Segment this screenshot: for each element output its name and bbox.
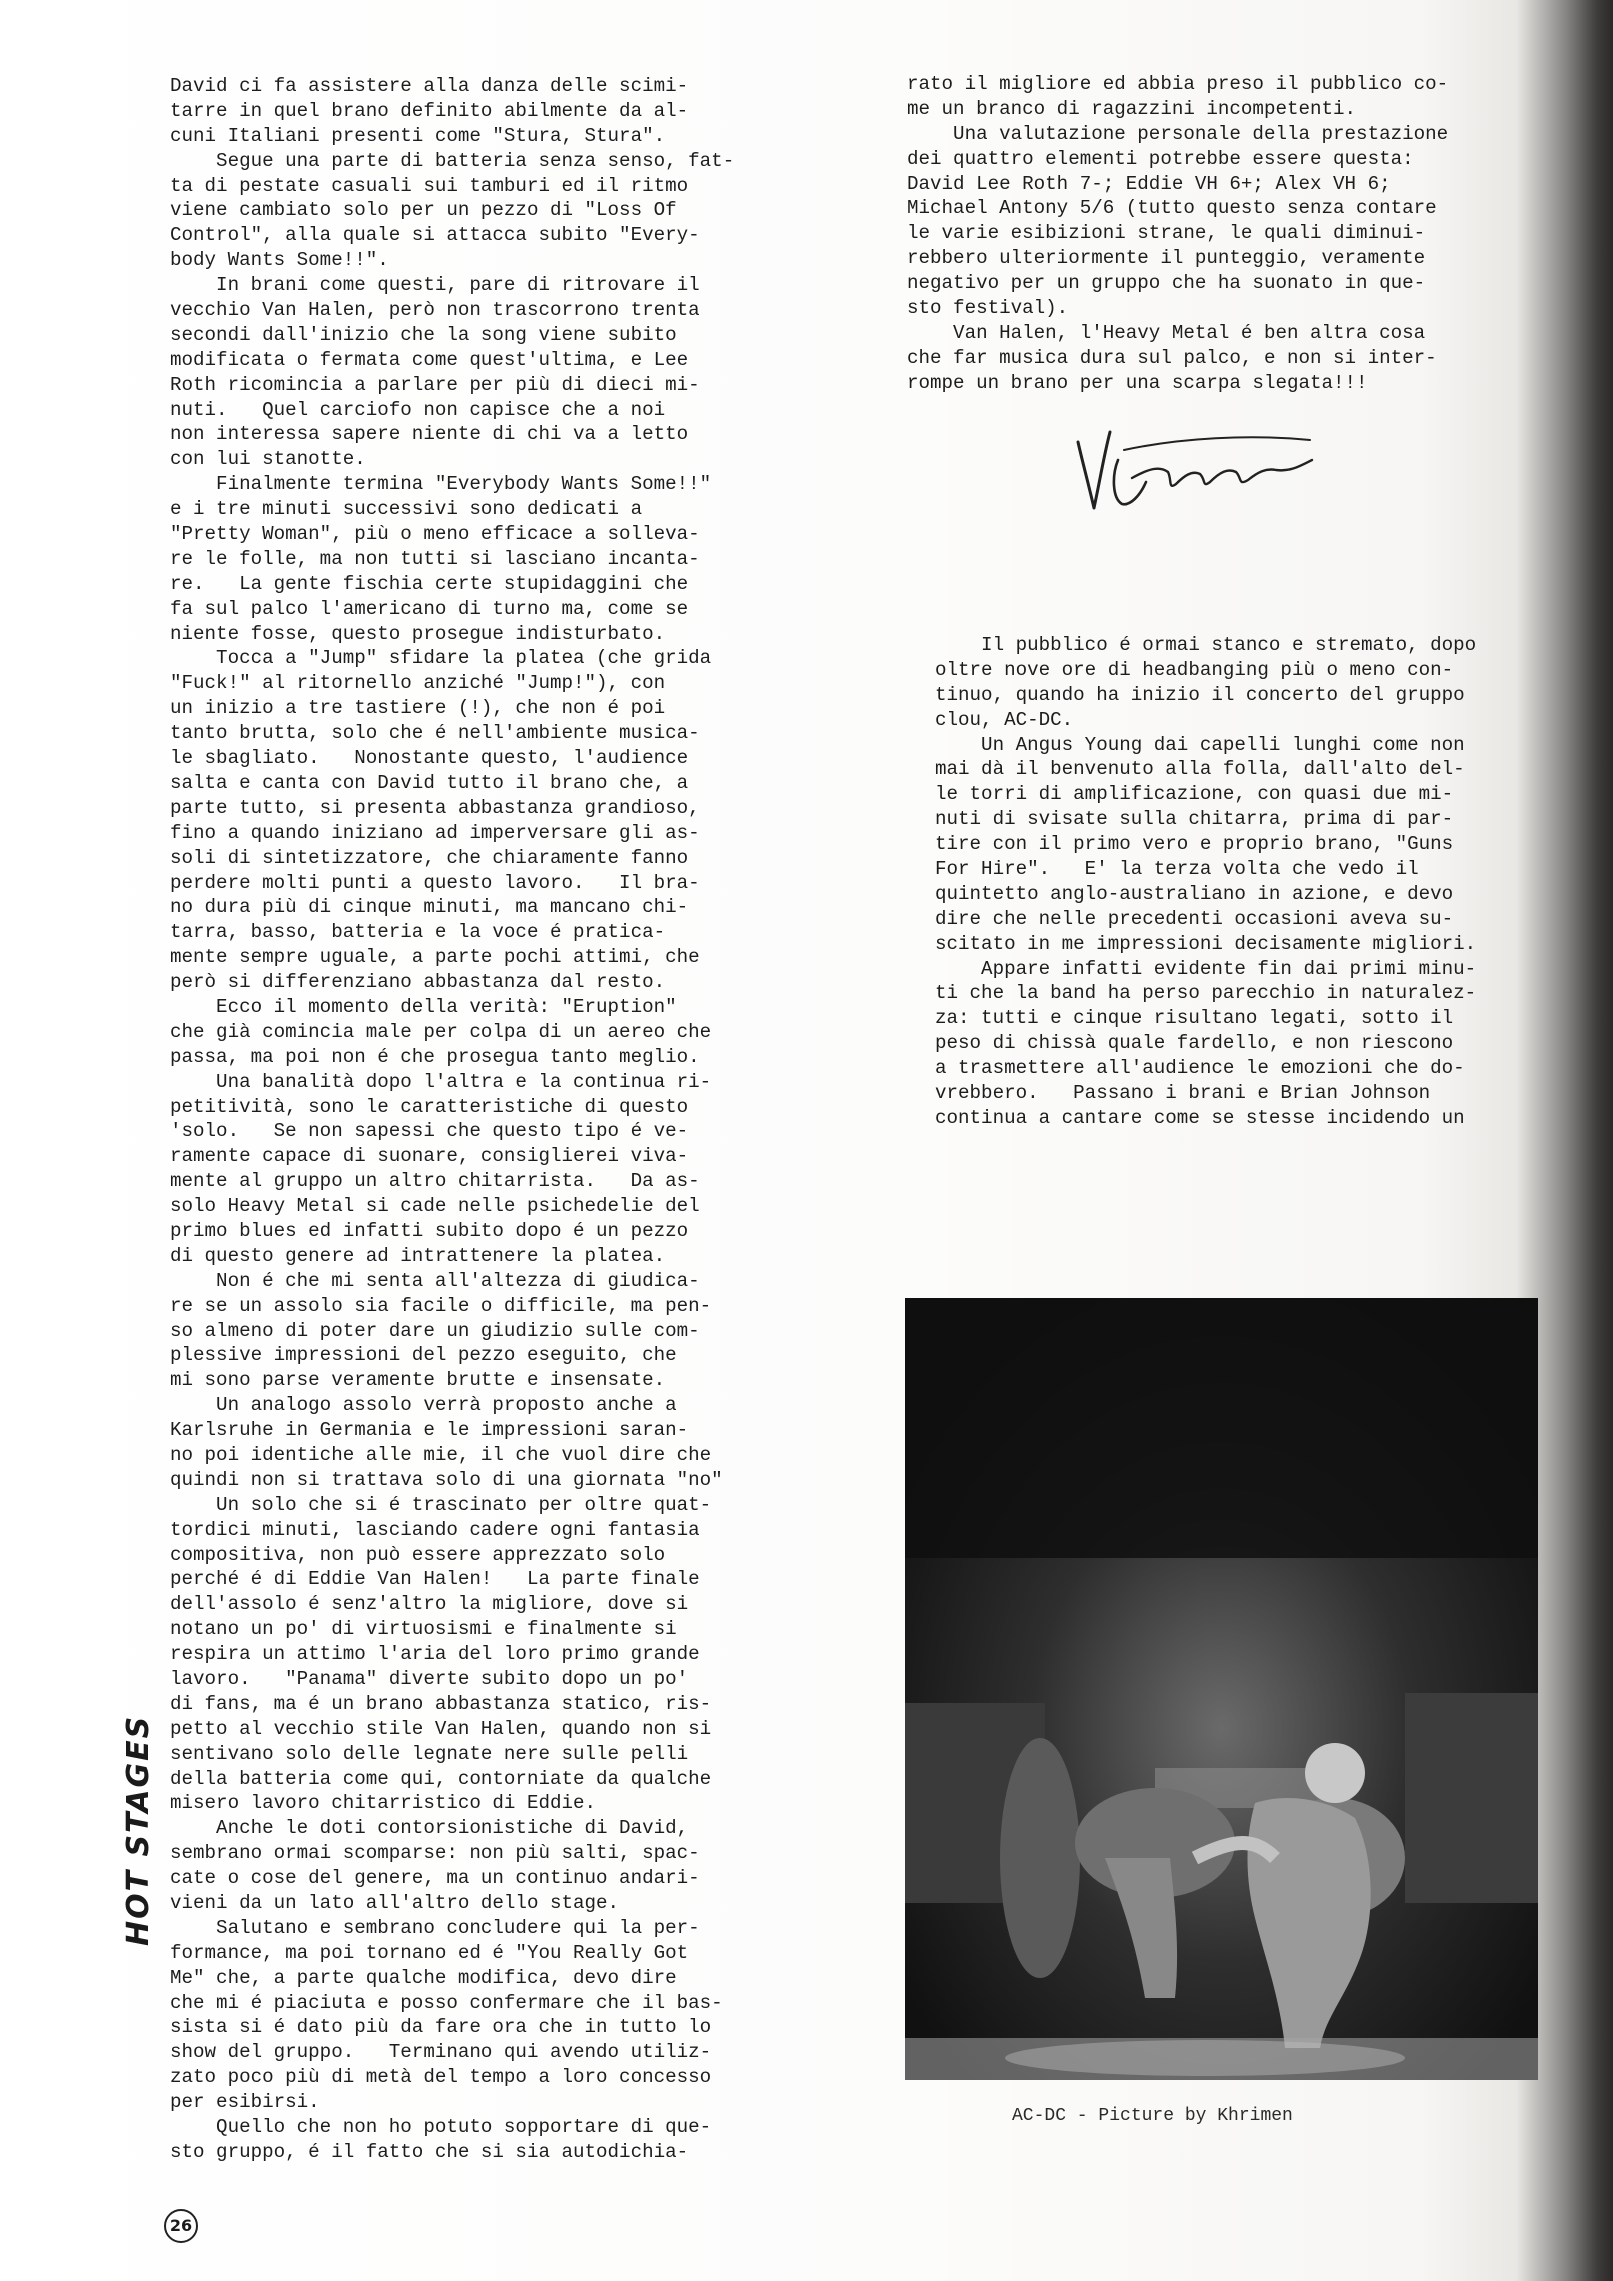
text-line: salta e canta con David tutto il brano che, a	[170, 771, 689, 794]
text-line: rato il migliore ed abbia preso il pubblico co-	[907, 73, 1449, 95]
text-line: di fans, ma é un brano abbastanza statico, ris-	[170, 1692, 712, 1715]
text-line: perdere molti punti a questo lavoro. Il bra-	[170, 871, 700, 894]
text-line: Karlsruhe in Germania e le impressioni saran-	[170, 1419, 689, 1442]
text-line: tire con il primo vero e proprio brano, "Guns	[935, 833, 1454, 856]
text-line: ramente capace di suonare, consiglierei viva-	[170, 1145, 689, 1168]
text-line: negativo per un gruppo che ha suonato in que-	[907, 272, 1426, 295]
text-line: clou, AC-DC.	[935, 708, 1074, 731]
text-line: zato poco più di metà del tempo a loro concesso	[170, 2066, 712, 2089]
text-line: Quello che non ho potuto sopportare di que-	[170, 2116, 712, 2139]
text-line: sto festival).	[907, 297, 1069, 320]
text-line: Una valutazione personale della prestazione	[907, 122, 1449, 145]
text-line: 'solo. Se non sapessi che questo tipo é ve-	[170, 1120, 689, 1143]
text-line: Ecco il momento della verità: "Eruption"	[170, 995, 677, 1018]
page-number: 26	[164, 2209, 198, 2243]
text-line: Control", alla quale si attacca subito "Every-	[170, 224, 700, 247]
text-line: con lui stanotte.	[170, 448, 366, 471]
concert-photo	[905, 1298, 1538, 2080]
text-line: me un branco di ragazzini incompetenti.	[907, 97, 1357, 120]
text-line: compositiva, non può essere apprezzato solo	[170, 1543, 666, 1566]
text-line: tarre in quel brano definito abilmente da al-	[170, 99, 689, 122]
text-line: no poi identiche alle mie, il che vuol dire che	[170, 1443, 712, 1466]
text-line: ta di pestate casuali sui tamburi ed il ritmo	[170, 174, 689, 197]
text-line: tanto brutta, solo che é nell'ambiente musica-	[170, 722, 700, 745]
author-signature	[1060, 420, 1320, 515]
text-line: della batteria come qui, contorniate da qualche	[170, 1767, 712, 1790]
text-line: Roth ricomincia a parlare per più di dieci mi-	[170, 373, 700, 396]
left-text-column	[170, 74, 810, 2165]
text-line: che mi é piaciuta e posso confermare che il bas-	[170, 1991, 723, 2014]
text-line: Il pubblico é ormai stanco e stremato, dopo	[935, 634, 1477, 656]
text-line: oltre nove ore di headbanging più o meno con-	[935, 658, 1454, 681]
text-line: re le folle, ma non tutti si lasciano incanta-	[170, 547, 700, 570]
text-line: vecchio Van Halen, però non trascorrono trenta	[170, 299, 700, 322]
text-line: che già comincia male per colpa di un aereo che	[170, 1020, 712, 1043]
text-line: tinuo, quando ha inizio il concerto del gruppo	[935, 683, 1465, 706]
text-line: parte tutto, si presenta abbastanza grandioso,	[170, 796, 700, 819]
text-line: Tocca a "Jump" sfidare la platea (che grida	[170, 647, 712, 670]
text-line: sista si é dato più da fare ora che in tutto lo	[170, 2016, 712, 2039]
text-line: sentivano solo delle legnate nere sulle pelli	[170, 1742, 689, 1765]
text-line: però si differenziano abbastanza dal resto.	[170, 971, 666, 994]
text-line: sto gruppo, é il fatto che si sia autodichia-	[170, 2140, 689, 2163]
text-line: Una banalità dopo l'altra e la continua ri-	[170, 1070, 712, 1093]
text-line: un inizio a tre tastiere (!), che non é poi	[170, 697, 666, 720]
text-line: mente al gruppo un altro chitarrista. Da as-	[170, 1170, 700, 1193]
text-line: modificata o fermata come quest'ultima, e Lee	[170, 348, 689, 371]
text-line: le varie esibizioni strane, le quali diminui-	[907, 222, 1426, 245]
text-line: sembrano ormai scomparse: non più salti, spac-	[170, 1842, 700, 1865]
text-line: Finalmente termina "Everybody Wants Some!!"	[170, 473, 712, 496]
text-line: fino a quando iniziano ad imperversare gli as-	[170, 821, 700, 844]
text-line: tarra, basso, batteria e la voce é pratica-	[170, 921, 666, 944]
text-line: notano un po' di virtuosismi e finalmente si	[170, 1618, 677, 1641]
text-line: petto al vecchio stile Van Halen, quando non si	[170, 1717, 712, 1740]
text-line: primo blues ed infatti subito dopo é un pezzo	[170, 1219, 689, 1242]
text-line: che far musica dura sul palco, e non si inter-	[907, 346, 1437, 369]
photo-caption: AC-DC - Picture by Khrimen	[1012, 2106, 1293, 2126]
text-line: per esibirsi.	[170, 2091, 320, 2114]
text-line: mi sono parse veramente brutte e insensate.	[170, 1369, 666, 1392]
text-line: fa sul palco l'americano di turno ma, come se	[170, 597, 689, 620]
text-line: lavoro. "Panama" diverte subito dopo un po'	[170, 1668, 689, 1690]
text-line: Un Angus Young dai capelli lunghi come non	[935, 733, 1465, 756]
text-line: cuni Italiani presenti come "Stura, Stura".	[170, 124, 666, 147]
text-line: so almeno di poter dare un giudizio sulle com-	[170, 1319, 700, 1342]
text-line: quintetto anglo-australiano in azione, e devo	[935, 882, 1454, 905]
text-line: formance, ma poi tornano ed é "You Really Got	[170, 1941, 689, 1964]
text-line: solo Heavy Metal si cade nelle psichedelie del	[170, 1195, 700, 1218]
text-line: For Hire". E' la terza volta che vedo il	[935, 858, 1419, 881]
text-line: David Lee Roth 7-; Eddie VH 6+; Alex VH 6;	[907, 172, 1391, 195]
text-line: petitività, sono le caratteristiche di questo	[170, 1095, 689, 1118]
text-line: continua a cantare come se stesse incidendo un	[935, 1106, 1465, 1129]
text-line: le sbagliato. Nonostante questo, l'audience	[170, 747, 689, 770]
text-line: Anche le doti contorsionistiche di David,	[170, 1817, 689, 1840]
text-line: za: tutti e cinque risultano legati, sotto il	[935, 1007, 1454, 1030]
text-line: Un analogo assolo verrà proposto anche a	[170, 1394, 677, 1417]
text-line: misero lavoro chitarristico di Eddie.	[170, 1792, 597, 1815]
text-line: nuti di svisate sulla chitarra, prima di par-	[935, 808, 1454, 831]
text-line: re. La gente fischia certe stupidaggini che	[170, 572, 689, 595]
right-text-column-top	[907, 72, 1527, 396]
text-line: tordici minuti, lasciando cadere ogni fantasia	[170, 1518, 700, 1541]
text-line: rebbero ulteriormente il punteggio, veramente	[907, 247, 1426, 270]
text-line: non interessa sapere niente di chi va a letto	[170, 423, 689, 446]
text-line: David ci fa assistere alla danza delle scimi-	[170, 75, 689, 97]
text-line: show del gruppo. Terminano qui avendo utiliz-	[170, 2041, 712, 2064]
text-line: Salutano e sembrano concludere qui la per-	[170, 1916, 700, 1939]
text-line: dei quattro elementi potrebbe essere questa:	[907, 147, 1414, 170]
text-line: Me" che, a parte qualche modifica, devo dire	[170, 1966, 677, 1989]
text-line: Van Halen, l'Heavy Metal é ben altra cosa	[907, 321, 1426, 344]
text-line: di questo genere ad intrattenere la platea.	[170, 1244, 666, 1267]
text-line: viene cambiato solo per un pezzo di "Loss Of	[170, 199, 677, 222]
text-line: vieni da un lato all'altro dello stage.	[170, 1892, 620, 1915]
text-line: body Wants Some!!".	[170, 249, 389, 272]
text-line: soli di sintetizzatore, che chiaramente fanno	[170, 846, 689, 869]
text-line: a trasmettere all'audience le emozioni che do-	[935, 1057, 1465, 1080]
text-line: dire che nelle precedenti occasioni aveva su-	[935, 907, 1454, 930]
text-line: scitato in me impressioni decisamente migliori.	[935, 932, 1477, 955]
text-line: Michael Antony 5/6 (tutto questo senza contare	[907, 197, 1437, 220]
text-line: respira un attimo l'aria del loro primo grande	[170, 1643, 700, 1666]
text-line: nuti. Quel carciofo non capisce che a noi	[170, 398, 666, 421]
text-line: Un solo che si é trascinato per oltre quat-	[170, 1493, 712, 1516]
text-line: vrebbero. Passano i brani e Brian Johnson	[935, 1082, 1431, 1105]
text-line: le torri di amplificazione, con quasi due mi-	[935, 783, 1454, 806]
text-line: no dura più di cinque minuti, ma mancano chi-	[170, 896, 689, 919]
text-line: e i tre minuti successivi sono dedicati a	[170, 498, 643, 521]
text-line: peso di chissà quale fardello, e non riescono	[935, 1032, 1454, 1055]
right-text-column-mid	[935, 633, 1555, 1131]
text-line: mente sempre uguale, a parte pochi attimi, che	[170, 946, 700, 969]
text-line: "Pretty Woman", più o meno efficace a solleva-	[170, 523, 700, 546]
text-line: dell'assolo é senz'altro la migliore, dove si	[170, 1593, 689, 1616]
text-line: "Fuck!" al ritornello anziché "Jump!"), con	[170, 672, 666, 695]
text-line: quindi non si trattava solo di una giornata "no"	[170, 1468, 723, 1491]
text-line: cate o cose del genere, ma un continuo andari-	[170, 1867, 700, 1890]
text-line: perché é di Eddie Van Halen! La parte finale	[170, 1568, 700, 1591]
text-line: rompe un brano per una scarpa slegata!!!	[907, 371, 1368, 394]
text-line: Segue una parte di batteria senza senso, fat-	[170, 149, 735, 172]
text-line: Non é che mi senta all'altezza di giudica-	[170, 1269, 700, 1292]
text-line: niente fosse, questo prosegue indisturbato.	[170, 622, 666, 645]
text-line: re se un assolo sia facile o difficile, ma pen-	[170, 1294, 712, 1317]
text-line: ti che la band ha perso parecchio in naturalez-	[935, 982, 1477, 1005]
text-line: In brani come questi, pare di ritrovare il	[170, 274, 700, 297]
section-heading: HOT STAGES	[121, 1714, 156, 1946]
text-line: Appare infatti evidente fin dai primi minu-	[935, 957, 1477, 980]
text-line: plessive impressioni del pezzo eseguito, che	[170, 1344, 677, 1367]
text-line: secondi dall'inizio che la song viene subito	[170, 323, 677, 346]
text-line: mai dà il benvenuto alla folla, dall'alto del-	[935, 758, 1465, 781]
text-line: passa, ma poi non é che prosegua tanto meglio.	[170, 1045, 700, 1068]
